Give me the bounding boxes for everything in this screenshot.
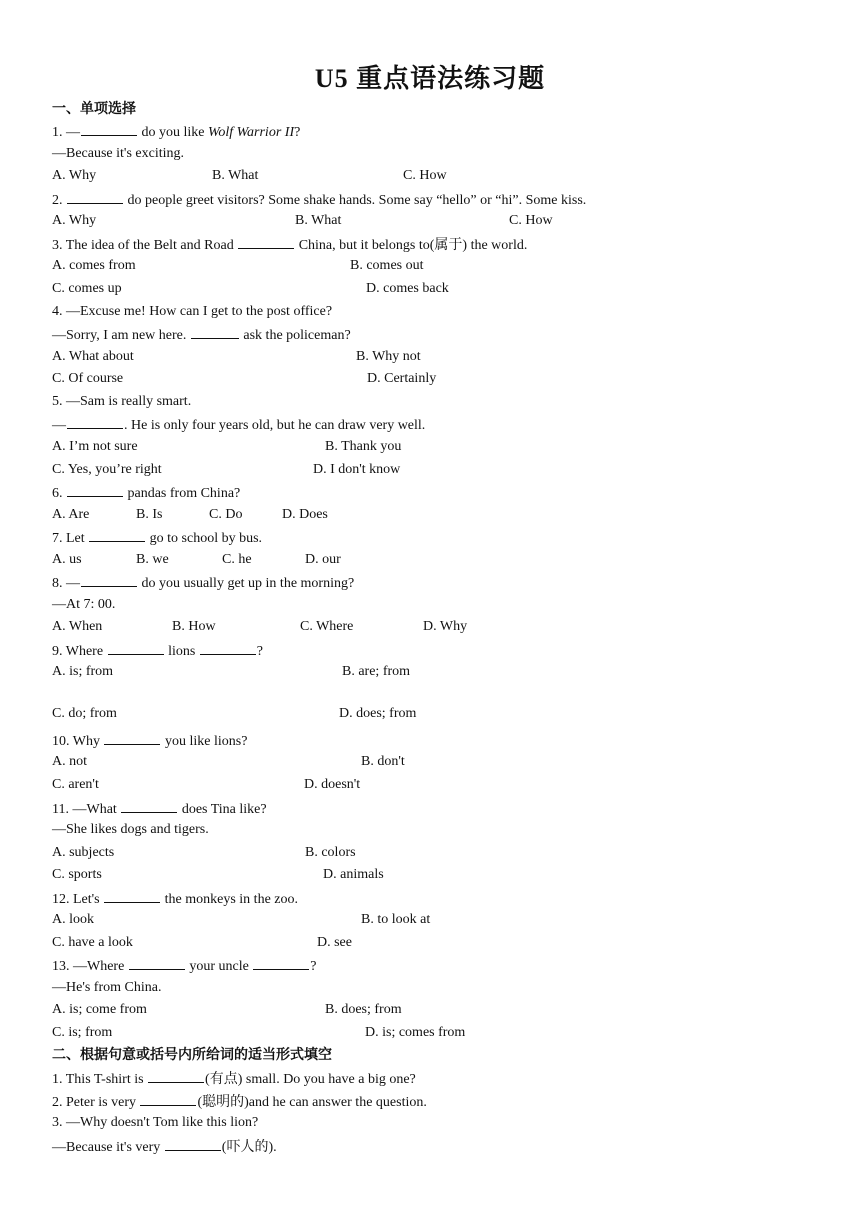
q7-option-c: C. he [222, 552, 252, 567]
q5-option-d: D. I don't know [313, 462, 401, 477]
answer-blank [148, 1069, 204, 1083]
q5-option-c: C. Yes, you’re right [52, 462, 162, 477]
q4-option-c: C. Of course [52, 371, 124, 386]
q9-option-d: D. does; from [339, 706, 417, 721]
question-4: 4. —Excuse me! How can I get to the post office? [52, 304, 333, 319]
question-1: 1. — do you like Wolf Warrior II? [52, 122, 300, 142]
q8-option-c: C. Where [300, 619, 354, 634]
fill-question-3-line-2: —Because it's very (吓人的). [52, 1137, 277, 1157]
page-title: U5 重点语法练习题 [314, 64, 546, 93]
answer-blank [200, 641, 256, 655]
question-6: 6. pandas from China? [52, 483, 240, 503]
q3-option-b: B. comes out [350, 258, 424, 273]
question-7: 7. Let go to school by bus. [52, 528, 262, 548]
fill-question-2: 2. Peter is very (聪明的)and he can answer the question. [52, 1092, 427, 1112]
q1-option-c: C. How [403, 168, 447, 183]
q9-option-a: A. is; from [52, 664, 114, 679]
section-heading-multiple-choice: 一、单项选择 [52, 101, 136, 117]
q8-option-b: B. How [172, 619, 216, 634]
answer-blank [121, 799, 177, 813]
question-13: 13. —Where your uncle ? [52, 956, 317, 976]
q8-option-a: A. When [52, 619, 103, 634]
q11-option-d: D. animals [323, 867, 384, 882]
question-8: 8. — do you usually get up in the morning? [52, 573, 354, 593]
q6-option-d: D. Does [282, 507, 328, 522]
question-11-answer: —She likes dogs and tigers. [52, 822, 209, 837]
q12-option-a: A. look [52, 912, 94, 927]
q13-option-c: C. is; from [52, 1025, 113, 1040]
answer-blank [67, 415, 123, 429]
q7-option-a: A. us [52, 552, 82, 567]
q5-option-a: A. I’m not sure [52, 439, 138, 454]
answer-blank [81, 573, 137, 587]
q12-option-d: D. see [317, 935, 352, 950]
q9-option-b: B. are; from [342, 664, 411, 679]
question-13-answer: —He's from China. [52, 980, 162, 995]
q3-option-c: C. comes up [52, 281, 122, 296]
q13-option-a: A. is; come from [52, 1002, 147, 1017]
q5-option-b: B. Thank you [325, 439, 402, 454]
q10-option-a: A. not [52, 754, 87, 769]
question-4-line-2: —Sorry, I am new here. ask the policeman? [52, 325, 351, 345]
q13-option-d: D. is; comes from [365, 1025, 466, 1040]
question-11: 11. —What does Tina like? [52, 799, 267, 819]
q2-option-c: C. How [509, 213, 553, 228]
q11-option-b: B. colors [305, 845, 356, 860]
question-1-answer: —Because it's exciting. [52, 146, 184, 161]
q2-option-a: A. Why [52, 213, 97, 228]
q10-option-d: D. doesn't [304, 777, 361, 792]
answer-blank [129, 956, 185, 970]
q1-option-a: A. Why [52, 168, 97, 183]
answer-blank [81, 122, 137, 136]
question-10: 10. Why you like lions? [52, 731, 247, 751]
question-3: 3. The idea of the Belt and Road China, but it belongs to(属于) the world. [52, 235, 527, 255]
q3-option-d: D. comes back [366, 281, 449, 296]
question-2: 2. do people greet visitors? Some shake hands. Some say “hello” or “hi”. Some kiss. [52, 190, 586, 210]
q11-option-a: A. subjects [52, 845, 115, 860]
question-12: 12. Let's the monkeys in the zoo. [52, 889, 298, 909]
q6-option-c: C. Do [209, 507, 243, 522]
q3-option-a: A. comes from [52, 258, 136, 273]
q10-option-c: C. aren't [52, 777, 99, 792]
answer-blank [140, 1092, 196, 1106]
q4-option-d: D. Certainly [367, 371, 437, 386]
answer-blank [89, 528, 145, 542]
q1-option-b: B. What [212, 168, 259, 183]
question-9: 9. Where lions ? [52, 641, 263, 661]
q7-option-b: B. we [136, 552, 169, 567]
q10-option-b: B. don't [361, 754, 405, 769]
q4-option-a: A. What about [52, 349, 134, 364]
fill-question-3: 3. —Why doesn't Tom like this lion? [52, 1115, 259, 1130]
answer-blank [67, 483, 123, 497]
answer-blank [104, 731, 160, 745]
q12-option-b: B. to look at [361, 912, 431, 927]
question-5-line-2: — . He is only four years old, but he can draw very well. [52, 415, 425, 435]
q6-option-b: B. Is [136, 507, 163, 522]
fill-question-1: 1. This T-shirt is (有点) small. Do you have a big one? [52, 1069, 416, 1089]
answer-blank [67, 190, 123, 204]
answer-blank [104, 889, 160, 903]
q8-option-d: D. Why [423, 619, 468, 634]
answer-blank [108, 641, 164, 655]
answer-blank [165, 1137, 221, 1151]
q11-option-c: C. sports [52, 867, 102, 882]
q6-option-a: A. Are [52, 507, 90, 522]
question-8-answer: —At 7: 00. [52, 597, 116, 612]
question-5: 5. —Sam is really smart. [52, 394, 192, 409]
answer-blank [191, 325, 239, 339]
section-heading-fill-in: 二、根据句意或括号内所给词的适当形式填空 [52, 1047, 332, 1063]
q7-option-d: D. our [305, 552, 341, 567]
q13-option-b: B. does; from [325, 1002, 402, 1017]
q12-option-c: C. have a look [52, 935, 133, 950]
q2-option-b: B. What [295, 213, 342, 228]
q9-option-c: C. do; from [52, 706, 117, 721]
answer-blank [253, 956, 309, 970]
answer-blank [238, 235, 294, 249]
q4-option-b: B. Why not [356, 349, 421, 364]
